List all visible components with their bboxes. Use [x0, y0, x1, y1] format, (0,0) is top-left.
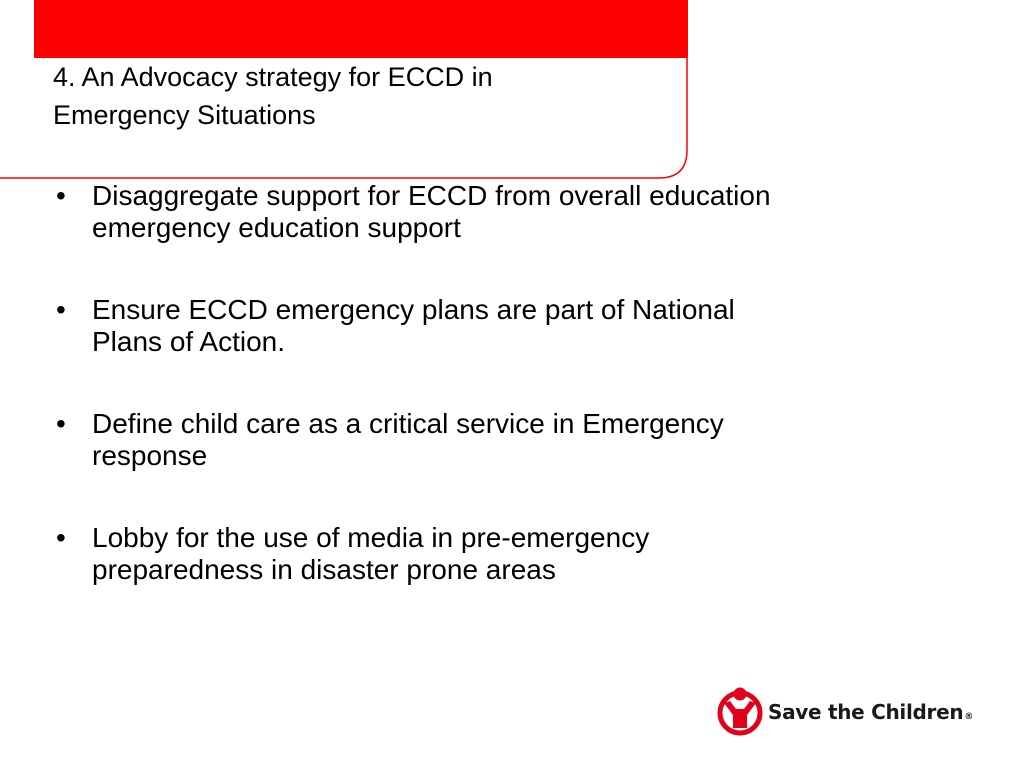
- bullet-symbol: •: [56, 522, 66, 553]
- save-the-children-logo: [716, 684, 976, 740]
- bullet-line-1: Define child care as a critical service in Emergency: [92, 408, 724, 439]
- bullet-line-2: Plans of Action.: [92, 326, 286, 357]
- bullet-line-1: Ensure ECCD emergency plans are part of National: [92, 294, 735, 325]
- logo-text: [768, 700, 973, 724]
- bullet-item: [52, 180, 952, 244]
- page-title: [53, 58, 653, 134]
- bullet-item: [52, 408, 952, 472]
- emblem-body: [724, 701, 756, 728]
- logo-name: Save the Children: [768, 700, 964, 724]
- bullet-item: [52, 294, 952, 358]
- emblem-head: [734, 688, 747, 701]
- bullet-line-2: response: [92, 440, 208, 471]
- bullet-line-1: Disaggregate support for ECCD from overall education: [92, 180, 771, 211]
- registered-mark: ®: [964, 712, 974, 722]
- bullet-item: [52, 522, 952, 586]
- bullet-line-1: Lobby for the use of media in pre-emergency: [92, 522, 650, 553]
- child-emblem-icon: [716, 684, 766, 740]
- bullet-line-2: preparedness in disaster prone areas: [92, 554, 556, 585]
- bullet-symbol: •: [56, 408, 66, 439]
- title-line-2: Emergency Situations: [53, 100, 316, 130]
- title-line-1: 4. An Advocacy strategy for ECCD in: [53, 62, 493, 92]
- bullet-symbol: •: [56, 294, 66, 325]
- bullet-list: [52, 180, 952, 636]
- bullet-symbol: •: [56, 180, 66, 211]
- bullet-line-2: emergency education support: [92, 212, 461, 243]
